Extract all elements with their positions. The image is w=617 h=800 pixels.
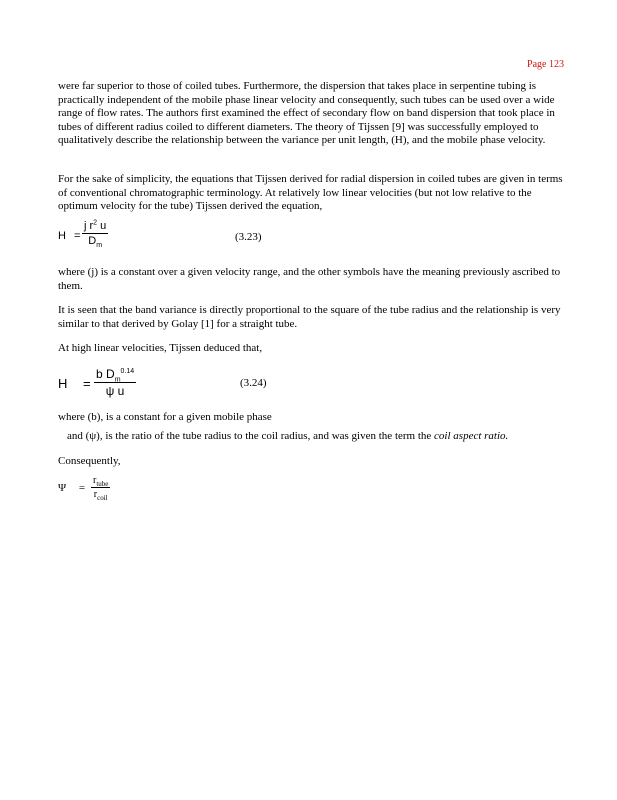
equation-lhs: Ψ bbox=[58, 482, 67, 494]
equation-psi bbox=[58, 475, 258, 509]
equation-3-23 bbox=[58, 220, 358, 260]
equation-lhs: H bbox=[58, 230, 66, 242]
equation-label: (3.23) bbox=[235, 231, 262, 243]
paragraph-8: Consequently, bbox=[58, 455, 121, 467]
paragraph-5: At high linear velocities, Tijssen deduced that, bbox=[58, 342, 263, 354]
paragraph-7: and (ψ), is the ratio of the tube radius to the coil radius, and was given the term the coil aspect ratio. bbox=[67, 430, 509, 442]
equation-label: (3.24) bbox=[240, 377, 267, 389]
page-number: Page 123 bbox=[527, 59, 564, 70]
equation-fraction: $\frac{j r^2 u}{D_m}$ bbox=[84, 219, 107, 250]
paragraph-3: where (j) is a constant over a given velocity range, and the other symbols have the meaning previously ascribed to them. bbox=[58, 266, 561, 292]
paragraph-2: For the sake of simplicity, the equations that Tijssen derived for radial dispersion in coiled tubes are given in terms of conventional chromatographic terminology. At relatively low linear velocities (but not low relative to the optimum velocity for the tube) Tijssen derived the equation, bbox=[58, 173, 563, 213]
equation-fraction: $r_{tube}$ $r_{coil}$ bbox=[93, 475, 109, 502]
equation-lhs: H bbox=[58, 376, 68, 391]
equation-equals: = bbox=[83, 376, 91, 391]
equation-3-24 bbox=[58, 367, 358, 403]
paragraph-4: It is seen that the band variance is directly proportional to the square of the tube radius and the relationship is very similar to that derived by Golay [1] for a straight tube. bbox=[58, 304, 561, 330]
paragraph-1: were far superior to those of coiled tubes. Furthermore, the dispersion that takes place in serpentine tubing is practically independent of the mobile phase linear velocity and consequently, such tubes can be used over a wide range of flow rates. The authors first examined the effect of secondary flow on band dispersion that took place in tubes of different radius coiled to different diameters. The theory of Tijssen [9] was successfully employed to qualitatively describe the relationship between the variance per unit length, (H), and the mobile phase velocity. bbox=[58, 80, 555, 147]
coil-aspect-ratio-term: coil aspect ratio. bbox=[434, 430, 509, 442]
equation-equals: = bbox=[78, 482, 86, 494]
equation-equals: = bbox=[74, 230, 81, 242]
paragraph-6: where (b), is a constant for a given mobile phase bbox=[58, 411, 272, 423]
equation-fraction: $\frac{b D_m^{0.14}}{\text{ψ u}}$ bbox=[96, 367, 135, 398]
